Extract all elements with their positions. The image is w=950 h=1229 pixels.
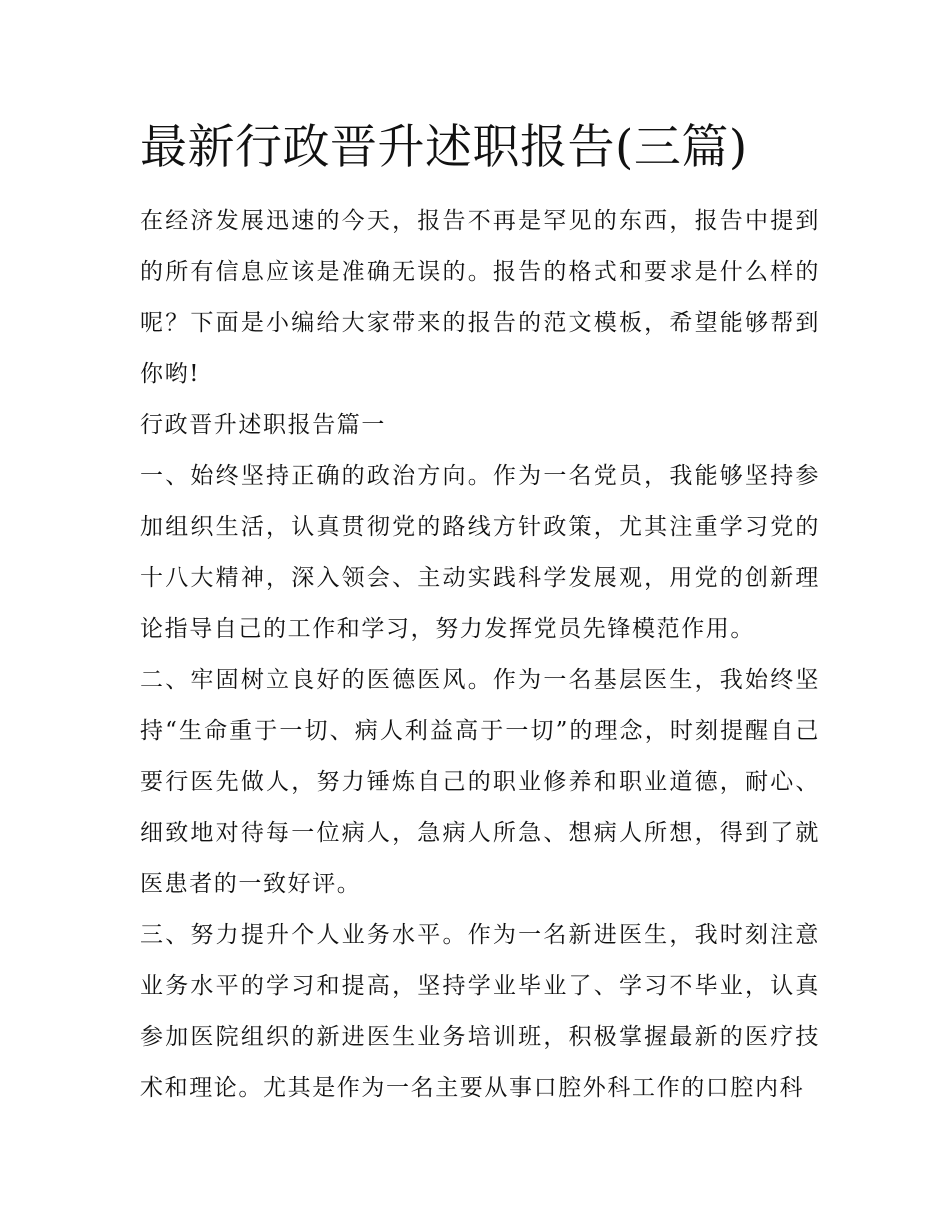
section-heading: 行政晋升述职报告篇一 — [140, 412, 386, 438]
intro-paragraph: 在经济发展迅速的今天，报告不再是罕见的东西，报告中提到的所有信息应该是准确无误的。报告的格式和要求是什么样的呢？下面是小编给大家带来的报告的范文模板，希望能够帮到你哟! — [140, 208, 820, 387]
body-paragraph: 三、努力提升个人业务水平。作为一名新进医生，我时刻注意业务水平的学习和提高，坚持学业毕业了、学习不毕业，认真参加医院组织的新进医生业务培训班，积极掌握最新的医疗技术和理论。尤其是作为一名主要从事口腔外科工作的口腔内科 — [140, 922, 820, 1101]
document-title: 最新行政晋升述职报告(三篇) — [140, 120, 748, 175]
body-paragraph: 二、牢固树立良好的医德医风。作为一名基层医生，我始终坚持“生命重于一切、病人利益高于一切”的理念，时刻提醒自己要行医先做人，努力锤炼自己的职业修养和职业道德，耐心、细致地对待每一位病人，急病人所急、想病人所想，得到了就医患者的一致好评。 — [140, 667, 820, 897]
document-body — [140, 196, 820, 1114]
body-paragraph: 一、始终坚持正确的政治方向。作为一名党员，我能够坚持参加组织生活，认真贯彻党的路线方针政策，尤其注重学习党的十八大精神，深入领会、主动实践科学发展观，用党的创新理论指导自己的工作和学习，努力发挥党员先锋模范作用。 — [140, 463, 820, 642]
